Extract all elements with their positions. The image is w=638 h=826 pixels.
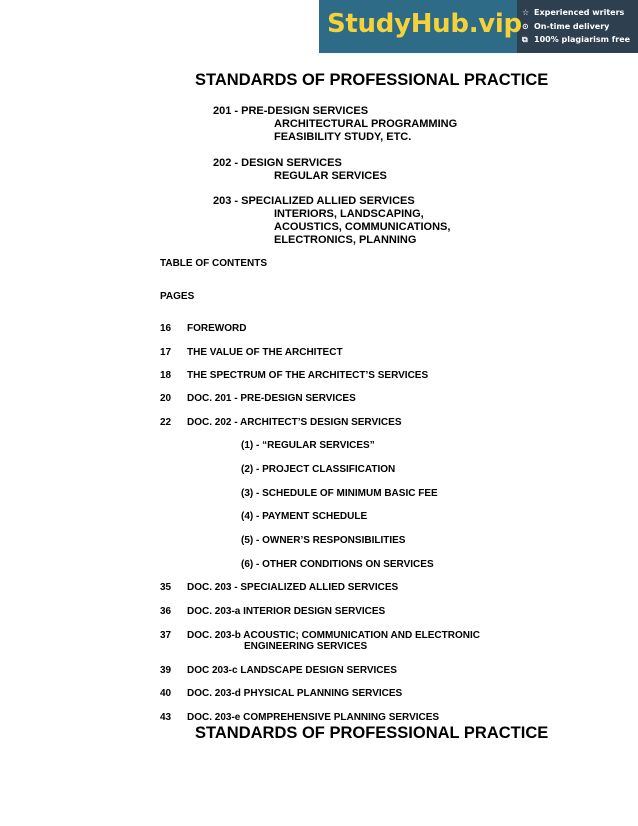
toc-entry-continuation: ENGINEERING SERVICES (244, 641, 368, 652)
toc-page: 43 (160, 712, 172, 723)
toc-page: 20 (160, 393, 172, 404)
pages-heading: PAGES (160, 291, 195, 302)
service-202-label: 202 - DESIGN SERVICES (213, 157, 342, 169)
toc-page: 16 (160, 323, 172, 334)
toc-entry: DOC 203-c LANDSCAPE DESIGN SERVICES (187, 665, 397, 676)
feature-text: Experienced writers (534, 8, 625, 17)
service-201-line: FEASIBILITY STUDY, ETC. (274, 131, 412, 143)
star-icon: ☆ (522, 8, 530, 17)
toc-sub-entry: (2) - PROJECT CLASSIFICATION (241, 464, 396, 475)
toc-sub-entry: (5) - OWNER’S RESPONSIBILITIES (241, 535, 406, 546)
feature-item (522, 20, 630, 34)
toc-entry: DOC. 201 - PRE-DESIGN SERVICES (187, 393, 356, 404)
toc-page: 36 (160, 606, 172, 617)
footer-title: STANDARDS OF PROFESSIONAL PRACTICE (195, 724, 549, 742)
toc-sub-entry: (3) - SCHEDULE OF MINIMUM BASIC FEE (241, 488, 438, 499)
toc-entry: DOC. 203 - SPECIALIZED ALLIED SERVICES (187, 582, 399, 593)
toc-page: 39 (160, 665, 172, 676)
toc-page: 18 (160, 370, 172, 381)
toc-sub-entry: (4) - PAYMENT SCHEDULE (241, 511, 368, 522)
feature-item (522, 33, 630, 47)
feature-text: On-time delivery (534, 21, 610, 31)
feature-item (522, 6, 630, 20)
copy-icon: ⧉ (522, 35, 528, 44)
toc-entry: DOC. 202 - ARCHITECT’S DESIGN SERVICES (187, 417, 402, 428)
toc-entry: DOC. 203-e COMPREHENSIVE PLANNING SERVICES (187, 712, 440, 723)
toc-page: 40 (160, 688, 172, 699)
toc-entry: DOC. 203-a INTERIOR DESIGN SERVICES (187, 606, 386, 617)
toc-page: 35 (160, 582, 172, 593)
toc-entry: DOC. 203-b ACOUSTIC; COMMUNICATION AND ELECTRONIC (187, 630, 480, 641)
toc-heading: TABLE OF CONTENTS (160, 258, 268, 269)
service-203-line: INTERIORS, LANDSCAPING, (274, 208, 424, 220)
toc-page: 22 (160, 417, 172, 428)
toc-sub-entry: (1) - “REGULAR SERVICES” (241, 440, 375, 451)
clock-icon: ⊙ (522, 21, 529, 31)
feature-text: 100% plagiarism free (534, 35, 631, 44)
toc-entry: THE SPECTRUM OF THE ARCHITECT’S SERVICES (187, 370, 429, 381)
toc-page: 17 (160, 347, 172, 358)
studyhub-banner[interactable] (319, 0, 638, 53)
service-203-line: ACOUSTICS, COMMUNICATIONS, (274, 221, 451, 233)
feature-list (522, 6, 630, 47)
service-201-line: ARCHITECTURAL PROGRAMMING (274, 118, 458, 130)
brand-logo[interactable]: StudyHub.vip (327, 9, 522, 39)
service-201-label: 201 - PRE-DESIGN SERVICES (213, 105, 369, 117)
page-title: STANDARDS OF PROFESSIONAL PRACTICE (195, 71, 549, 89)
toc-entry: DOC. 203-d PHYSICAL PLANNING SERVICES (187, 688, 403, 699)
toc-sub-entry: (6) - OTHER CONDITIONS ON SERVICES (241, 559, 434, 570)
service-202-line: REGULAR SERVICES (274, 170, 387, 182)
toc-page: 37 (160, 630, 172, 641)
toc-entry: THE VALUE OF THE ARCHITECT (187, 347, 343, 358)
service-203-label: 203 - SPECIALIZED ALLIED SERVICES (213, 195, 415, 207)
brand-logo-box[interactable] (319, 0, 522, 53)
toc-entry: FOREWORD (187, 323, 247, 334)
service-203-line: ELECTRONICS, PLANNING (274, 234, 417, 246)
